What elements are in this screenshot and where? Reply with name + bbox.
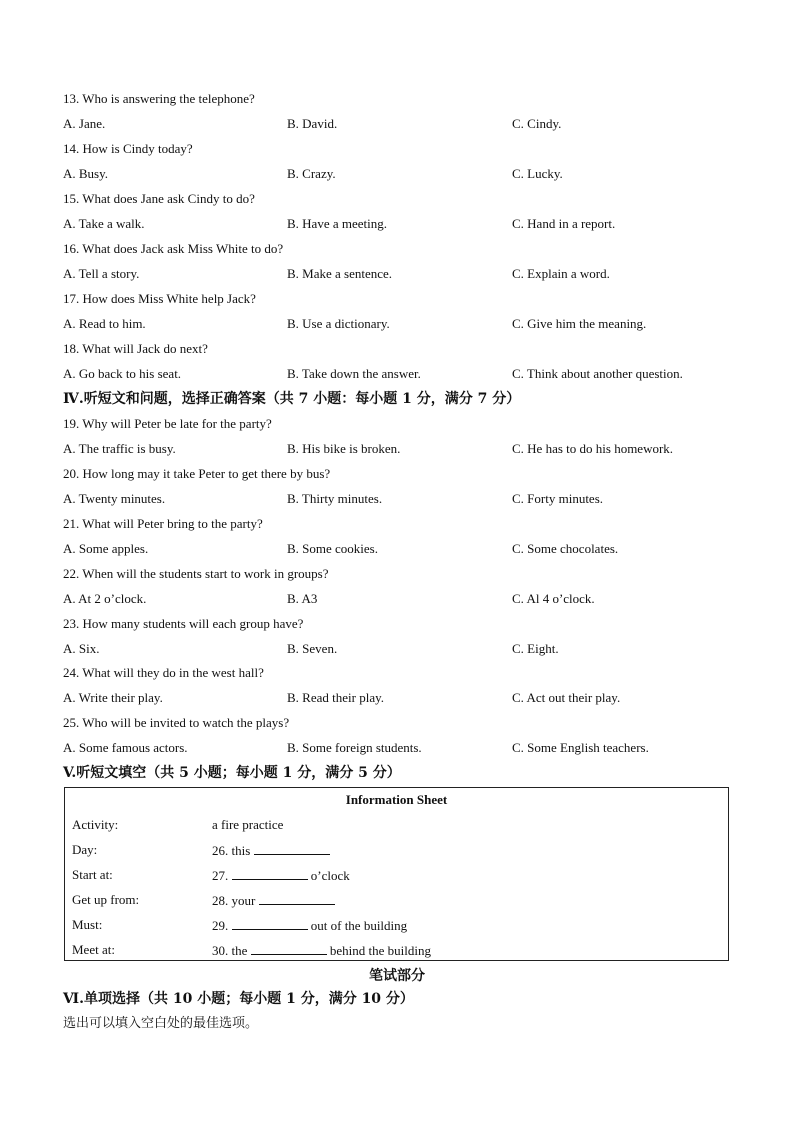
section-6-instruction: 选出可以填入空白处的最佳选项。 [63, 1016, 259, 1031]
get-up-from-value: 28. your [212, 892, 335, 909]
activity-value: a fire practice [212, 817, 284, 832]
question-text: 20. How long may it take Peter to get there by bus? [63, 466, 331, 481]
option-a: A. Twenty minutes. [63, 491, 166, 506]
option-b: B. Some foreign students. [287, 740, 422, 755]
option-a: A. Take a walk. [63, 216, 145, 231]
option-c: C. Al 4 o’clock. [512, 591, 595, 606]
start-at-label: Start at: [72, 867, 113, 882]
question-text: 19. Why will Peter be late for the party? [63, 416, 272, 431]
option-b: B. A3 [287, 591, 318, 606]
option-a: A. Six. [63, 641, 100, 656]
option-c: C. Think about another question. [512, 366, 683, 381]
question-text: 14. How is Cindy today? [63, 141, 193, 156]
option-a: A. Read to him. [63, 316, 146, 331]
option-a: A. Busy. [63, 166, 109, 181]
day-label: Day: [72, 842, 98, 857]
information-sheet-table [64, 787, 729, 961]
option-b: B. His bike is broken. [287, 441, 401, 456]
question-text: 17. How does Miss White help Jack? [63, 291, 256, 306]
option-b: B. Use a dictionary. [287, 316, 390, 331]
blank-28[interactable] [259, 892, 335, 905]
option-c: C. Forty minutes. [512, 491, 604, 506]
option-b: B. Take down the answer. [287, 366, 421, 381]
question-text: 23. How many students will each group have? [63, 616, 304, 631]
option-c: C. Act out their play. [512, 690, 621, 705]
option-c: C. Eight. [512, 641, 559, 656]
option-c: C. Cindy. [512, 116, 562, 131]
option-b: B. Read their play. [287, 690, 384, 705]
day-value: 26. this [212, 842, 330, 859]
question-text: 15. What does Jane ask Cindy to do? [63, 191, 255, 206]
option-c: C. He has to do his homework. [512, 441, 674, 456]
option-a: A. Tell a story. [63, 266, 140, 281]
question-text: 16. What does Jack ask Miss White to do? [63, 241, 284, 256]
blank-26[interactable] [254, 842, 330, 855]
option-c: C. Explain a word. [512, 266, 610, 281]
question-text: 24. What will they do in the west hall? [63, 665, 264, 680]
information-sheet-title: Information Sheet [345, 792, 448, 807]
meet-at-value: 30. the behind the building [212, 943, 431, 958]
get-up-from-label: Get up from: [72, 892, 140, 907]
option-b: B. Some cookies. [287, 541, 378, 556]
option-b: B. Thirty minutes. [287, 491, 383, 506]
activity-label: Activity: [72, 817, 119, 832]
option-a: A. Some famous actors. [63, 740, 188, 755]
option-b: B. Make a sentence. [287, 266, 393, 281]
section-4-heading: Ⅳ.听短文和问题，选择正确答案（共 7 小题：每小题 1 分，满分 7 分） [63, 391, 521, 407]
option-a: A. Some apples. [63, 541, 149, 556]
option-c: C. Lucky. [512, 166, 563, 181]
option-c: C. Some English teachers. [512, 740, 649, 755]
question-text: 25. Who will be invited to watch the plays? [63, 715, 290, 730]
option-a: A. Jane. [63, 116, 106, 131]
meet-at-label: Meet at: [72, 942, 115, 957]
blank-27[interactable] [232, 867, 308, 880]
option-c: C. Hand in a report. [512, 216, 616, 231]
question-text: 13. Who is answering the telephone? [63, 91, 255, 106]
must-label: Must: [72, 917, 103, 932]
blank-30[interactable] [251, 942, 327, 955]
question-text: 21. What will Peter bring to the party? [63, 516, 263, 531]
option-b: B. Crazy. [287, 166, 336, 181]
section-6-heading: Ⅵ.单项选择（共 10 小题；每小题 1 分，满分 10 分） [63, 991, 414, 1007]
option-a: A. At 2 o’clock. [63, 591, 147, 606]
option-a: A. Write their play. [63, 690, 163, 705]
option-a: A. Go back to his seat. [63, 366, 182, 381]
written-part-title: 笔试部分 [369, 968, 425, 984]
option-c: C. Give him the meaning. [512, 316, 647, 331]
option-b: B. David. [287, 116, 338, 131]
option-b: B. Seven. [287, 641, 338, 656]
question-text: 18. What will Jack do next? [63, 341, 208, 356]
must-value: 29. out of the building [212, 918, 408, 933]
blank-29[interactable] [232, 917, 308, 930]
option-a: A. The traffic is busy. [63, 441, 176, 456]
option-c: C. Some chocolates. [512, 541, 619, 556]
option-b: B. Have a meeting. [287, 216, 387, 231]
question-text: 22. When will the students start to work in groups? [63, 566, 329, 581]
section-5-heading: V.听短文填空（共 5 小题；每小题 1 分，满分 5 分） [63, 765, 401, 781]
start-at-value: 27. o’clock [212, 868, 350, 883]
